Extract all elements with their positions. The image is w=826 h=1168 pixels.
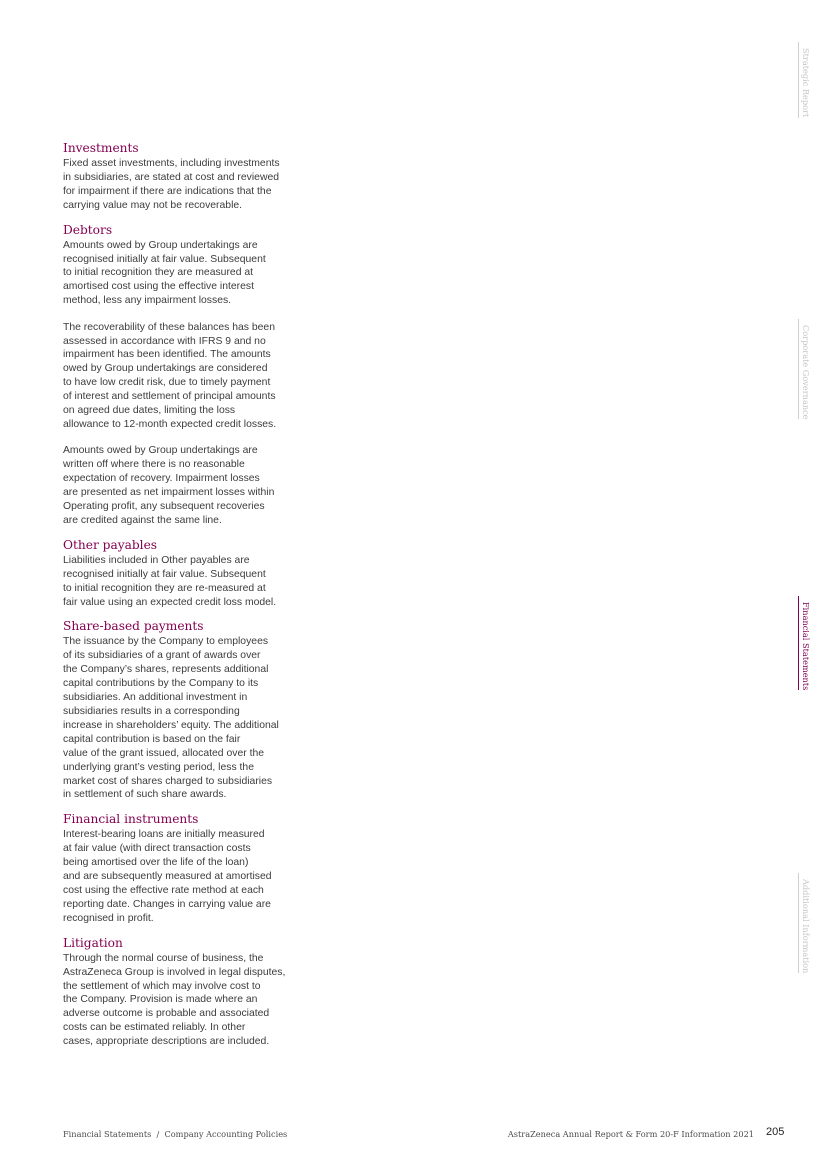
text-line: The recoverability of these balances has been [63, 321, 275, 333]
text-line: amortised cost using the effective interest [63, 281, 254, 293]
text-line: Operating profit, any subsequent recoveries [63, 501, 265, 513]
text-line: on agreed due dates, limiting the loss [63, 405, 236, 417]
section-paragraph [63, 444, 299, 527]
footer-breadcrumb: Financial Statements / Company Accounting Policies [63, 1129, 288, 1139]
side-nav-label: Additional Information [801, 879, 811, 974]
section-paragraph [63, 157, 299, 213]
text-line: subsidiaries results in a corresponding [63, 706, 240, 717]
text-line: for impairment if there are indications that the [63, 185, 272, 197]
section-paragraph [63, 554, 299, 610]
text-line: impairment has been identified. The amounts [63, 349, 271, 361]
section-other-payables [63, 538, 299, 610]
text-line: Interest-bearing loans are initially measured [63, 829, 265, 841]
text-line: of interest and settlement of principal amounts [63, 391, 276, 403]
text-line: Through the normal course of business, the [63, 952, 264, 964]
text-line: at fair value (with direct transaction costs [63, 843, 251, 855]
text-line: increase in shareholders’ equity. The additional [63, 719, 279, 731]
section-heading: Share-based payments [63, 619, 204, 634]
text-line: in settlement of such share awards. [63, 789, 227, 801]
text-line: recognised initially at fair value. Subsequent [63, 568, 266, 580]
section-heading: Debtors [63, 222, 113, 237]
page-number: 205 [766, 1126, 785, 1138]
section-paragraph [63, 635, 299, 802]
section-heading: Other payables [63, 537, 158, 552]
text-line: subsidiaries. An additional investment in [63, 692, 248, 704]
section-paragraph [63, 321, 299, 432]
content-column [63, 141, 299, 1059]
section-litigation [63, 936, 299, 1049]
text-line: the Company’s shares, represents additional [63, 664, 269, 676]
text-line: being amortised over the life of the loan) [63, 857, 249, 869]
text-line: method, less any impairment losses. [63, 295, 232, 307]
text-line: in subsidiaries, are stated at cost and reviewed [63, 171, 280, 183]
side-nav-strategic-report[interactable] [798, 42, 826, 118]
text-line: AstraZeneca Group is involved in legal disputes, [63, 966, 286, 978]
section-heading: Litigation [63, 935, 123, 950]
section-financial-instruments [63, 812, 299, 925]
section-investments [63, 141, 299, 213]
text-line: assessed in accordance with IFRS 9 and no [63, 335, 266, 347]
side-nav-corporate-governance[interactable] [798, 319, 826, 419]
side-nav-label: Financial Statements [801, 602, 811, 691]
text-line: value of the grant issued, allocated over the [63, 747, 265, 759]
text-line: cases, appropriate descriptions are included. [63, 1036, 270, 1048]
text-line: recognised in profit. [63, 912, 154, 924]
text-line: underlying grant’s vesting period, less the [63, 761, 254, 773]
text-line: owed by Group undertakings are considered [63, 363, 268, 375]
section-paragraph [63, 239, 299, 309]
text-line: Amounts owed by Group undertakings are [63, 239, 258, 251]
text-line: carrying value may not be recoverable. [63, 199, 243, 211]
text-line: to initial recognition they are re-measured at [63, 582, 266, 594]
side-nav-label: Strategic Report [801, 48, 811, 118]
text-line: Fixed asset investments, including investments [63, 158, 280, 169]
text-line: capital contribution is based on the fair [63, 733, 241, 745]
side-nav-additional-information[interactable] [798, 873, 826, 973]
text-line: the settlement of which may involve cost to [63, 980, 261, 992]
section-share-based-payments [63, 619, 299, 802]
text-line: market cost of shares charged to subsidiaries [63, 775, 273, 787]
section-heading: Financial instruments [63, 812, 199, 827]
section-paragraph [63, 952, 299, 1049]
text-line: Liabilities included in Other payables are [63, 554, 250, 566]
text-line: The issuance by the Company to employees [63, 636, 269, 648]
section-paragraph [63, 828, 299, 925]
text-line: allowance to 12-month expected credit losses. [63, 419, 277, 430]
text-line: written off where there is no reasonable [63, 459, 245, 471]
text-line: and are subsequently measured at amortised [63, 871, 272, 883]
text-line: recognised initially at fair value. Subsequent [63, 253, 266, 265]
text-line: fair value using an expected credit loss model. [63, 596, 277, 608]
text-line: reporting date. Changes in carrying value are [63, 898, 271, 910]
text-line: expectation of recovery. Impairment losses [63, 473, 260, 485]
text-line: of its subsidiaries of a grant of awards over [63, 650, 261, 662]
text-line: the Company. Provision is made where an [63, 994, 258, 1006]
section-debtors [63, 223, 299, 528]
text-line: to initial recognition they are measured at [63, 267, 254, 279]
section-heading: Investments [63, 141, 139, 155]
text-line: costs can be estimated reliably. In other [63, 1022, 246, 1034]
side-nav-label: Corporate Governance [801, 325, 811, 420]
side-nav-financial-statements[interactable] [798, 596, 826, 690]
text-line: capital contributions by the Company to its [63, 678, 259, 690]
text-line: are credited against the same line. [63, 514, 222, 526]
text-line: to have low credit risk, due to timely payment [63, 377, 271, 389]
text-line: Amounts owed by Group undertakings are [63, 445, 258, 457]
text-line: are presented as net impairment losses within [63, 487, 275, 499]
text-line: cost using the effective rate method at each [63, 884, 264, 896]
text-line: adverse outcome is probable and associated [63, 1008, 270, 1020]
footer-publication-title: AstraZeneca Annual Report & Form 20-F Information 2021 [507, 1129, 754, 1139]
